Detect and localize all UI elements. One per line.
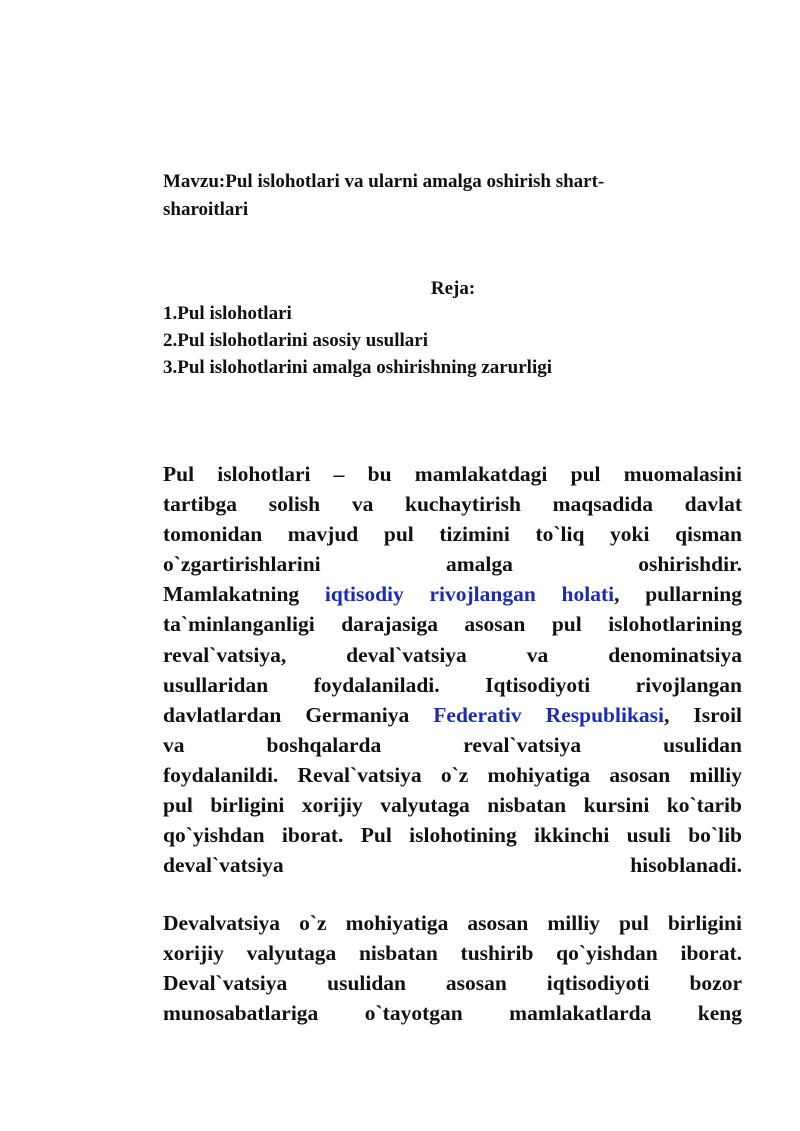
paragraph-line: usullaridan foydalaniladi. Iqtisodiyoti rivojlangan xyxy=(163,672,742,697)
plan-title: Reja: xyxy=(430,278,476,299)
topic-heading xyxy=(163,168,683,224)
paragraph-line: Devalvatsiya o`z mohiyatiga asosan milliy pul birligini xyxy=(163,911,742,935)
topic-line-2: sharoitlari xyxy=(163,199,249,220)
economic-development-link[interactable]: iqtisodiy rivojlangan holati xyxy=(324,582,615,607)
paragraph-line: qo`yishdan iborat. Pul islohotining ikkinchi usuli bo`lib xyxy=(163,823,742,848)
paragraph-line: tartibga solish va kuchaytirish maqsadida davlat xyxy=(163,492,742,517)
paragraph-text: davlatlardan Germaniya xyxy=(163,702,434,727)
paragraph-line: foydalanildi. Reval`vatsiya o`z mohiyatiga asosan milliy xyxy=(163,762,742,787)
paragraph-line: pul birligini xorijiy valyutaga nisbatan kursini ko`tarib xyxy=(163,793,742,818)
paragraph-line: ta`minlanganligi darajasiga asosan pul islohotlarining xyxy=(163,612,742,637)
plan-list xyxy=(163,300,552,381)
paragraph-text: , pullarning xyxy=(614,582,742,607)
body-paragraph-2 xyxy=(163,908,742,1028)
paragraph-line: va boshqalarda reval`vatsiya usulidan xyxy=(163,732,742,757)
body-paragraph-1 xyxy=(163,459,742,880)
paragraph-line: reval`vatsiya, deval`vatsiya va denominatsiya xyxy=(163,642,742,667)
paragraph-line: Deval`vatsiya usulidan asosan iqtisodiyoti bozor xyxy=(163,971,742,996)
paragraph-line: deval`vatsiya hisoblanadi. xyxy=(163,853,742,878)
plan-item-1: 1.Pul islohotlari xyxy=(163,303,292,324)
paragraph-line-with-link xyxy=(163,700,742,730)
plan-item-2: 2.Pul islohotlarini asosiy usullari xyxy=(163,330,428,351)
paragraph-line-with-link xyxy=(163,579,742,609)
paragraph-line: xorijiy valyutaga nisbatan tushirib qo`yishdan iborat. xyxy=(163,941,742,966)
paragraph-line: o`zgartirishlarini amalga oshirishdir. xyxy=(163,552,742,577)
paragraph-text: , Isroil xyxy=(664,702,743,727)
paragraph-line: tomonidan mavjud pul tizimini to`liq yoki qisman xyxy=(163,522,742,547)
paragraph-line: Pul islohotlari – bu mamlakatdagi pul muomalasini xyxy=(163,462,742,486)
paragraph-line: munosabatlariga o`tayotgan mamlakatlarda keng xyxy=(163,1001,742,1026)
federal-republic-link[interactable]: Federativ Respublikasi xyxy=(433,702,664,727)
plan-item-3: 3.Pul islohotlarini amalga oshirishning zarurligi xyxy=(163,357,553,378)
topic-line-1: Mavzu:Pul islohotlari va ularni amalga oshirish shart- xyxy=(163,171,605,192)
paragraph-text: Mamlakatning xyxy=(163,582,325,607)
